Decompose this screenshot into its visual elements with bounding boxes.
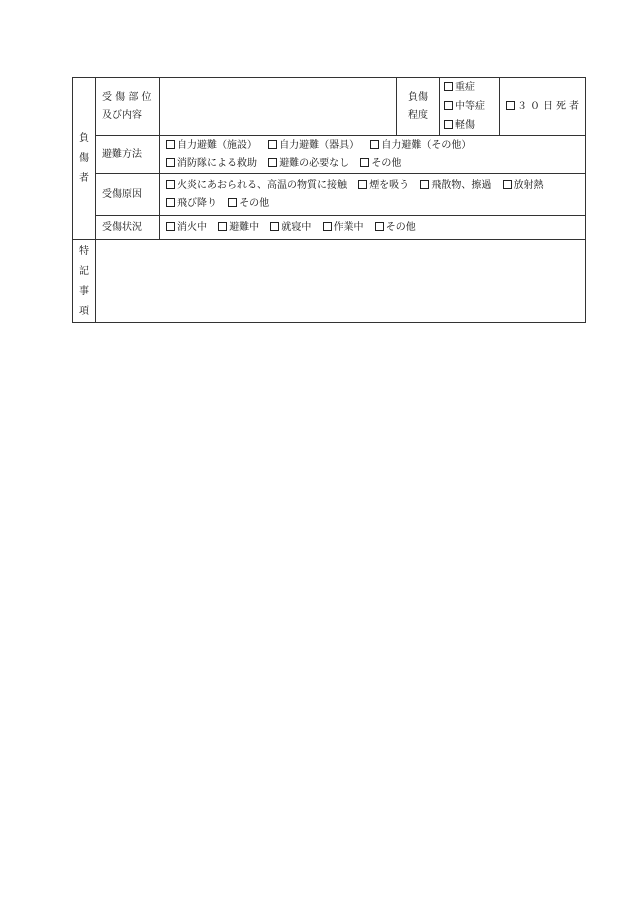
evac-option-rescued[interactable] [166,155,257,173]
status-option-label: その他 [385,221,416,233]
severity-label-cell [397,78,440,136]
checkbox-icon [218,222,227,231]
severity-option-serious[interactable] [444,78,493,97]
severity-option-label: 軽傷 [455,120,475,131]
checkbox-icon [166,222,175,231]
injury-report-table [72,77,586,323]
status-option-label: 就寝中 [281,221,312,233]
evac-option-label: 自力避難（器具） [279,139,360,151]
evac-option-label: 自力避難（施設） [177,139,257,151]
checkbox-icon [375,222,384,231]
status-option-other[interactable] [375,219,416,237]
part-label-cell [96,78,160,136]
injury-part-row [73,78,586,136]
checkbox-icon [420,180,429,189]
checkbox-icon [228,198,237,207]
evacuation-label: 避難方法 [96,136,160,174]
status-label: 受傷状況 [96,216,160,240]
remarks-field[interactable] [96,240,586,323]
remarks-label-char-4: 項 [79,306,89,317]
severity-option-minor[interactable] [444,116,493,135]
status-option-evacuating[interactable] [218,219,259,237]
evacuation-row [73,136,586,174]
severity-option-moderate[interactable] [444,97,493,116]
death30-label: ３０日死者 [517,100,582,112]
death30-checkbox[interactable] [506,101,582,112]
remarks-label-char-1: 特 [79,246,89,257]
checkbox-icon [166,198,175,207]
status-options-cell [160,216,586,240]
status-row [73,216,586,240]
cause-row [73,174,586,216]
cause-option-smoke[interactable] [358,177,409,195]
injured-label-char-2: 傷 [79,152,89,164]
injured-section-label [73,78,96,240]
cause-option-label: 飛散物、擦過 [431,179,492,191]
severity-label-line-1: 負傷 [408,91,428,103]
injured-label-char-1: 負 [79,132,89,144]
checkbox-icon [444,82,453,91]
severity-options-cell [440,78,500,136]
evac-option-self-facility[interactable] [166,137,257,155]
cause-options-cell [160,174,586,216]
cause-option-flame[interactable] [166,177,347,195]
checkbox-icon [370,140,379,149]
cause-label: 受傷原因 [96,174,160,216]
evac-option-label: 消防隊による救助 [177,157,257,169]
cause-option-label: 火炎にあおられる、高温の物質に接触 [177,179,347,191]
cause-option-label: 飛び降り [177,197,217,209]
status-option-working[interactable] [323,219,364,237]
status-option-label: 避難中 [229,221,260,233]
part-value-field[interactable] [160,78,397,136]
checkbox-icon [506,101,515,110]
evac-option-other[interactable] [360,155,401,173]
injured-label-char-3: 者 [79,172,89,184]
checkbox-icon [444,101,453,110]
remarks-row [73,240,586,323]
evac-option-label: 避難の必要なし [279,157,350,169]
severity-option-label: 重症 [455,82,475,93]
checkbox-icon [323,222,332,231]
cause-option-label: 煙を吸う [369,179,410,191]
checkbox-icon [444,120,453,129]
cause-option-debris[interactable] [420,177,491,195]
severity-option-label: 中等症 [455,101,485,112]
cause-option-radiant-heat[interactable] [503,177,544,195]
evac-option-label: 自力避難（その他） [381,139,472,151]
part-label-line-2: 及び内容 [102,109,142,121]
evac-option-self-equipment[interactable] [268,137,359,155]
remarks-label [73,240,96,323]
part-label-line-1: 受 傷 部 位 [102,91,152,103]
status-option-label: 作業中 [333,221,364,233]
checkbox-icon [268,158,277,167]
remarks-label-char-2: 記 [79,266,89,277]
checkbox-icon [166,140,175,149]
cause-option-label: その他 [239,197,270,209]
status-option-extinguishing[interactable] [166,219,207,237]
evacuation-options-cell [160,136,586,174]
checkbox-icon [166,158,175,167]
evac-option-label: その他 [371,157,402,169]
severity-label-line-2: 程度 [408,109,428,121]
status-option-label: 消火中 [177,221,207,233]
checkbox-icon [360,158,369,167]
checkbox-icon [268,140,277,149]
death30-cell [500,78,586,136]
remarks-label-char-3: 事 [79,286,89,297]
cause-option-jump[interactable] [166,195,217,213]
evac-option-not-needed[interactable] [268,155,349,173]
checkbox-icon [358,180,367,189]
checkbox-icon [166,180,175,189]
checkbox-icon [503,180,512,189]
status-option-sleeping[interactable] [270,219,311,237]
checkbox-icon [270,222,279,231]
evac-option-self-other[interactable] [370,137,471,155]
cause-option-label: 放射熱 [513,179,544,191]
cause-option-other[interactable] [228,195,269,213]
